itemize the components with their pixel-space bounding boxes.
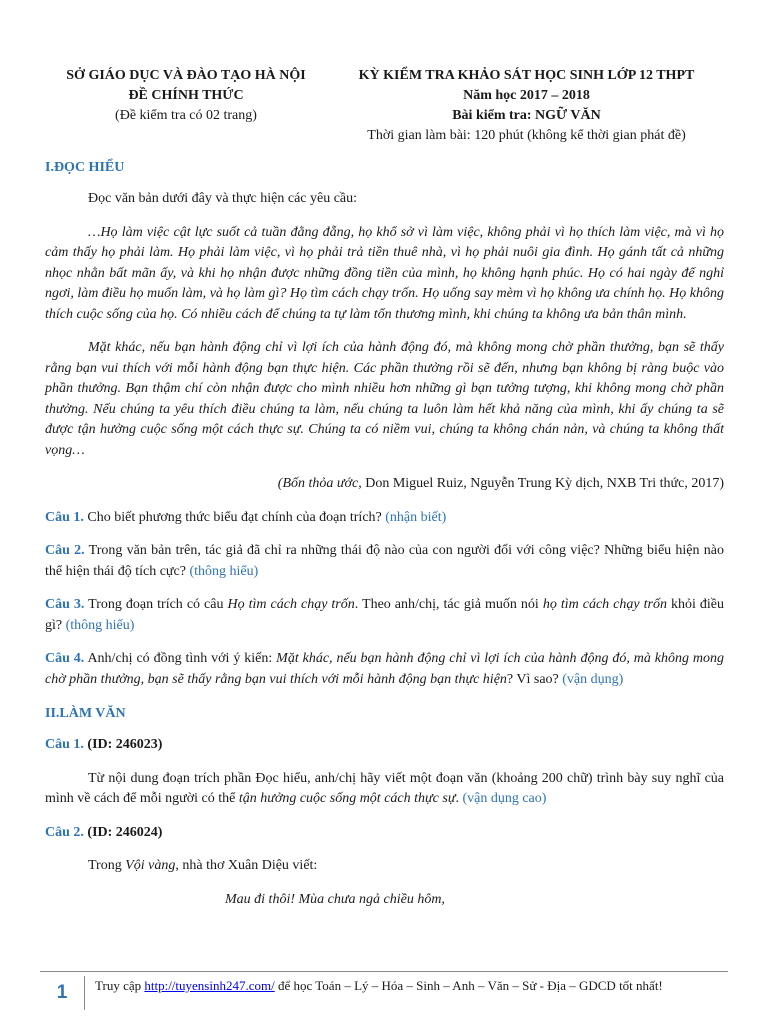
question-3 — [45, 595, 724, 636]
question-level: (vận dụng cao) — [462, 791, 547, 806]
reading-intro: Đọc văn bản dưới đây và thực hiện các yêu cầu: — [88, 191, 358, 206]
question-text: khỏi điều gì? — [45, 597, 724, 633]
question-2 — [45, 541, 724, 582]
school-year: Năm học 2017 – 2018 — [463, 88, 590, 103]
passage-paragraph-1: …Họ làm việc cật lực suốt cả tuần đằng đẵng, họ khổ sở vì làm việc, không phải vì họ thích làm việc, mà vì họ cảm thấy họ phải làm. Họ phải làm việc, vì họ phải trả tiền thuê nhà, vì họ phải nuôi gia đình. Họ gánh tất cả những nhọc nhằn bất mãn ấy, và khi họ nhận được những đồng tiền của mình, họ không hạnh phúc. Họ có hai ngày để nghỉ ngơi, làm điều họ muốn làm, và họ làm gì? Họ tìm cách chạy trốn. Họ uống say mèm vì họ không ưa chính họ. Họ không thích cuộc sống của họ. Có nhiều cách để chúng ta tự làm tổn thương mình, khi chúng ta không ưa bản thân mình. — [45, 224, 724, 322]
writing-question-2-text — [45, 856, 724, 877]
poem-line: Mau đi thôi! Mùa chưa ngả chiều hôm, — [225, 891, 445, 907]
question-text: Anh/chị có đồng tình với ý kiến: — [84, 651, 277, 666]
passage-source — [45, 474, 724, 495]
source-details: , Don Miguel Ruiz, Nguyễn Trung Kỳ dịch, NXB Tri thức, 2017) — [358, 476, 724, 491]
writing-question-2-heading — [45, 823, 724, 844]
question-text: . Theo anh/chị, tác giả muốn nói — [354, 597, 543, 612]
header-left — [45, 66, 327, 146]
footer-suffix: để học Toán – Lý – Hóa – Sinh – Anh – Văn – Sử - Địa – GDCD tốt nhất! — [274, 978, 663, 993]
question-id: (ID: 246024) — [83, 824, 163, 840]
question-label: Câu 2. — [45, 824, 84, 840]
footer-link[interactable]: http://tuyensinh247.com/ — [144, 978, 275, 993]
question-label: Câu 1. — [45, 509, 84, 525]
writing-question-1-text — [45, 769, 724, 810]
quoted-phrase: tận hưởng cuộc sống một cách thực sự — [238, 791, 456, 806]
quoted-phrase: Họ tìm cách chạy trốn — [227, 597, 355, 612]
question-1 — [45, 508, 724, 529]
header-right — [329, 66, 724, 146]
question-text: Cho biết phương thức biểu đạt chính của đoạn trích? — [83, 509, 386, 525]
page-number: 1 — [40, 976, 85, 1010]
section-writing-title: II.LÀM VĂN — [45, 706, 126, 721]
writing-question-1-heading — [45, 735, 724, 756]
footer-text — [85, 976, 663, 996]
question-level: (vận dụng) — [562, 671, 624, 687]
question-id: (ID: 246023) — [83, 737, 163, 752]
question-label: Câu 1. — [45, 737, 84, 752]
question-label: Câu 2. — [45, 543, 85, 558]
question-label: Câu 4. — [45, 651, 85, 666]
question-4 — [45, 649, 724, 690]
subject: Bài kiểm tra: NGỮ VĂN — [452, 108, 601, 123]
question-text: ? Vì sao? — [506, 671, 563, 687]
question-text: Từ nội dung đoạn trích phần Đọc hiểu, anh/chị hãy viết một đoạn văn (khoảng 200 chữ) trình bày suy nghĩ của mình về cách để mỗi người có thể — [45, 770, 724, 806]
quoted-phrase: họ tìm cách chạy trốn — [542, 597, 667, 612]
question-text: . — [455, 791, 463, 806]
page-footer — [40, 971, 728, 1010]
exam-page — [45, 66, 724, 910]
department-name: SỞ GIÁO DỤC VÀ ĐÀO TẠO HÀ NỘI — [66, 68, 306, 83]
footer-prefix: Truy cập — [95, 978, 145, 993]
question-label: Câu 3. — [45, 597, 85, 612]
section-reading-title: I.ĐỌC HIỂU — [45, 160, 125, 175]
time-limit: Thời gian làm bài: 120 phút (không kể thời gian phát đề) — [367, 128, 686, 143]
question-level: (thông hiểu) — [189, 563, 259, 579]
official-label: ĐỀ CHÍNH THỨC — [128, 88, 244, 103]
quoted-opinion: Mặt khác, nếu bạn hành động chỉ vì lợi ích của hành động đó, mà không mong chờ phần thưởng, bạn sẽ thấy rằng bạn vui thích với mỗi hành động bạn thực hiện — [45, 651, 724, 687]
page-count-note: (Đề kiểm tra có 02 trang) — [115, 108, 257, 123]
question-level: (nhận biết) — [385, 509, 447, 525]
question-text: Trong đoạn trích có câu — [84, 597, 228, 612]
source-book-title: (Bốn thỏa ước — [277, 476, 359, 491]
question-text: Trong văn bản trên, tác giả đã chỉ ra những thái độ nào của con người đối với công việc? Những biểu hiện nào thể hiện thái độ tích cực? — [45, 543, 724, 579]
poem-title: Vội vàng — [125, 858, 176, 873]
exam-header — [45, 66, 724, 146]
question-text: , nhà thơ Xuân Diệu viết: — [175, 858, 318, 873]
exam-title: KỲ KIỂM TRA KHẢO SÁT HỌC SINH LỚP 12 THPT — [358, 68, 695, 83]
question-text: Trong — [88, 858, 126, 873]
question-level: (thông hiểu) — [65, 617, 135, 633]
passage-paragraph-2: Mặt khác, nếu bạn hành động chỉ vì lợi ích của hành động đó, mà không mong chờ phần thưởng, bạn sẽ thấy rằng bạn vui thích với mỗi hành động bạn thực hiện. Các phần thưởng rồi sẽ đến, nhưng bạn không bị ràng buộc vào phần thưởng. Bạn thậm chí còn nhận được cho mình nhiều hơn những gì bạn tưởng tượng, khi không mong chờ phần thưởng. Nếu chúng ta yêu thích điều chúng ta làm, nếu chúng ta luôn làm hết khả năng của mình, khi ấy chúng ta sẽ được tận hưởng cuộc sống một cách thực sự. Chúng ta có niềm vui, chúng ta không chán nản, và chúng ta không thất vọng… — [45, 340, 724, 458]
